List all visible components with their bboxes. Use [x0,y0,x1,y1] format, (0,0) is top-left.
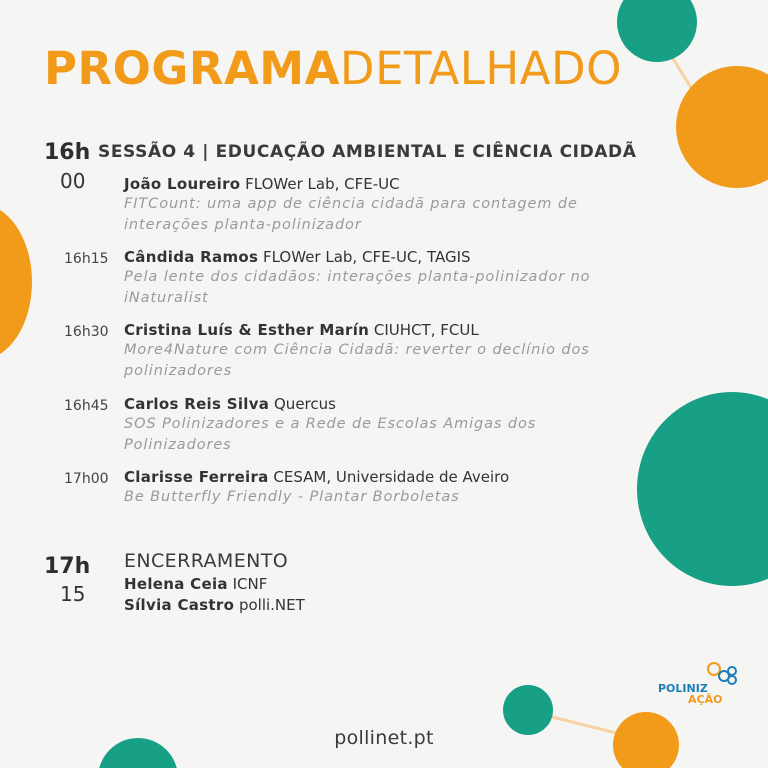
speaker-name: Clarisse Ferreira [124,468,269,486]
orange-circle-left [0,204,32,360]
talk-time: 16h45 [64,398,109,414]
speaker-affiliation: FLOWer Lab, CFE-UC [240,175,400,193]
talk-item [124,174,644,235]
teal-circle-top [617,0,697,62]
speaker-name: Helena Ceia [124,575,228,593]
speaker-affiliation: ICNF [227,575,268,593]
closing-time-hour: 17h [44,554,91,579]
talk-speaker [124,394,644,414]
talk-speaker [124,247,644,267]
talk-title: More4Nature com Ciência Cidadã: reverter o declínio dos polinizadores [124,342,590,379]
title-bold: PROGRAMA [44,42,340,95]
talk-speaker [124,174,644,194]
teal-circle-right [637,392,768,586]
speaker-affiliation: polli.NET [234,596,305,614]
speaker-affiliation: CESAM, Universidade de Aveiro [268,468,510,486]
speaker-affiliation: CIUHCT, FCUL [369,321,479,339]
talk-speaker [124,320,644,340]
speaker-name: Sílvia Castro [124,596,235,614]
closing-speaker [124,575,267,593]
closing-label: ENCERRAMENTO [124,550,289,572]
footer-url[interactable]: pollinet.pt [334,727,434,749]
speaker-name: João Loureiro [124,175,241,193]
speaker-affiliation: Quercus [269,395,336,413]
logo-text-line2: AÇÃO [688,693,723,706]
session-time-hour: 16h [44,140,91,165]
speaker-name: Cândida Ramos [124,248,259,266]
talk-title: SOS Polinizadores e a Rede de Escolas Amigas dos Polinizadores [124,416,537,453]
talk-item [124,247,644,308]
talk-item [124,394,644,455]
page-title [44,42,622,96]
closing-speaker [124,596,305,614]
logo-text-line1: POLINIZ [658,682,708,695]
speaker-affiliation: FLOWer Lab, CFE-UC, TAGIS [258,248,471,266]
speaker-name: Cristina Luís & Esther Marín [124,321,370,339]
talk-time: 17h00 [64,471,109,487]
talk-title: Be Butterfly Friendly - Plantar Borboletas [124,489,460,505]
talk-item [124,467,644,508]
closing-time-minutes: 15 [60,582,86,606]
session-title: SESSÃO 4 | EDUCAÇÃO AMBIENTAL E CIÊNCIA CIDADÃ [98,142,637,162]
talk-title: FITCount: uma app de ciência cidadã para contagem de interações planta-polinizador [124,196,578,233]
talk-title: Pela lente dos cidadãos: interações planta-polinizador no iNaturalist [124,269,591,306]
title-light: DETALHADO [339,42,623,95]
talk-speaker [124,467,644,487]
session-time-minutes: 00 [60,169,86,193]
talk-time: 16h30 [64,324,109,340]
talk-time: 16h15 [64,251,109,267]
polinizacao-logo [658,660,744,708]
speaker-name: Carlos Reis Silva [124,395,270,413]
talk-item [124,320,644,381]
